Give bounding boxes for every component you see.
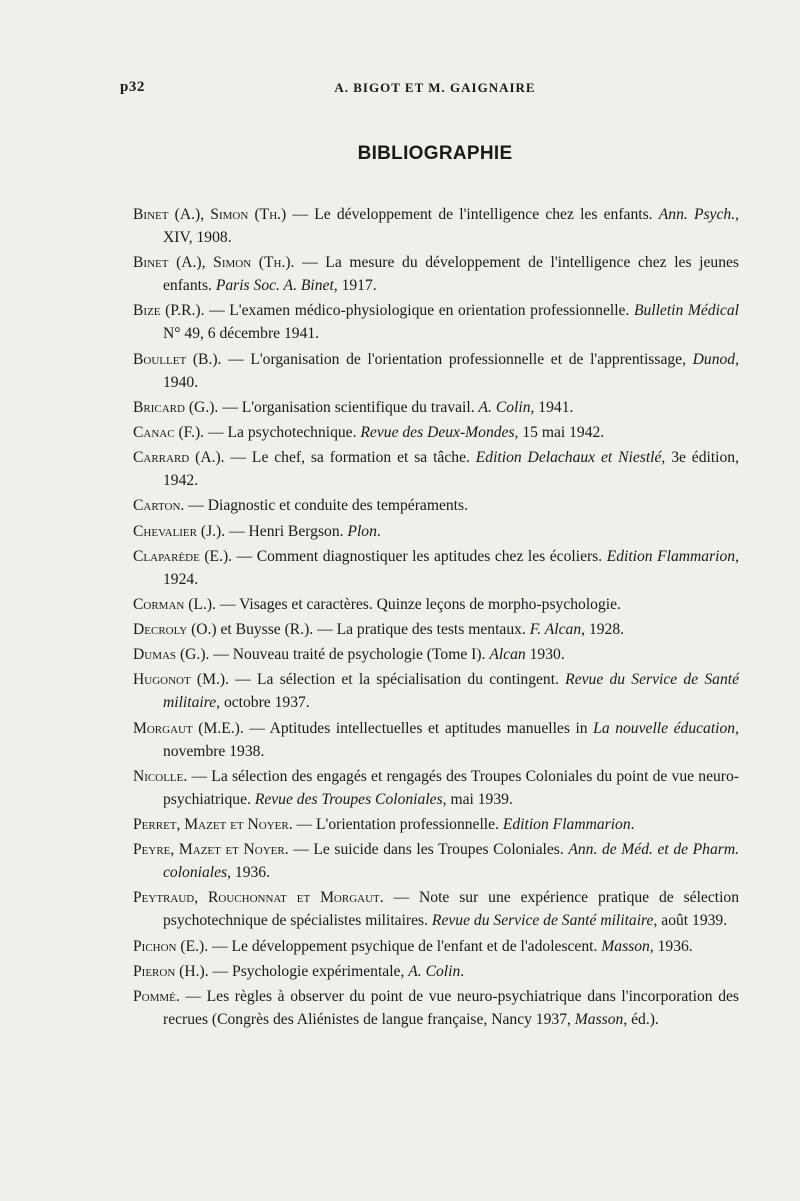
entry-details: , 1941. bbox=[530, 398, 574, 416]
bibliography-entry bbox=[133, 838, 739, 884]
entry-author: Morgaut (M.E.). bbox=[133, 719, 244, 737]
entry-details: N° 49, 6 décembre 1941. bbox=[163, 325, 320, 343]
bibliography-entry bbox=[133, 813, 739, 836]
entry-text: — Diagnostic et conduite des tempéraments. bbox=[184, 497, 468, 515]
entry-text: — Henri Bergson. bbox=[225, 522, 348, 540]
entry-author: Carton. bbox=[133, 497, 185, 515]
bibliography-entry bbox=[133, 668, 739, 714]
entry-details: , 15 mai 1942. bbox=[514, 423, 605, 441]
bibliography-entry bbox=[133, 446, 739, 492]
bibliography-entry bbox=[133, 203, 739, 249]
entry-details: , 3e édition, 1942. bbox=[163, 449, 740, 490]
entry-details: . bbox=[630, 816, 635, 833]
bibliography-entry bbox=[133, 643, 739, 666]
entry-text: — L'examen médico-physiologique en orientation professionnelle. bbox=[204, 302, 634, 320]
entry-source: Revue des Deux-Mondes bbox=[360, 423, 515, 441]
entry-source: Plon bbox=[347, 522, 377, 540]
entry-text: (G.). — Nouveau traité de psychologie (Tome I). bbox=[176, 646, 490, 664]
bibliography-entry bbox=[133, 935, 739, 958]
entry-text: — Le développement de l'intelligence chez les enfants. bbox=[286, 206, 659, 223]
entry-author: Dumas bbox=[133, 646, 177, 664]
entry-source: Masson bbox=[574, 1010, 624, 1028]
entry-author: Carrard (A.). bbox=[133, 449, 225, 467]
entry-source: Edition Flammarion bbox=[502, 816, 631, 833]
entry-details: , 1917. bbox=[333, 277, 377, 295]
bibliography-entry bbox=[133, 960, 739, 983]
entry-details: , mai 1939. bbox=[442, 790, 513, 808]
entry-author: Nicolle. bbox=[133, 767, 188, 785]
entry-details: , 1940. bbox=[163, 350, 739, 391]
entry-author: Chevalier (J.). bbox=[133, 522, 226, 540]
entry-source: F. Alcan bbox=[529, 621, 582, 639]
entry-source: Ann. Psych. bbox=[658, 206, 736, 223]
bibliography-list bbox=[133, 203, 739, 1033]
entry-source: Revue du Service de Santé militaire bbox=[431, 912, 654, 930]
running-head: A. BIGOT ET M. GAIGNAIRE bbox=[334, 80, 536, 95]
bibliography-entry bbox=[133, 396, 739, 419]
entry-details: , 1924. bbox=[163, 547, 740, 588]
entry-author: Boullet (B.). bbox=[133, 350, 222, 368]
bibliography-entry bbox=[133, 520, 739, 543]
page-title: BIBLIOGRAPHIE bbox=[357, 143, 513, 164]
entry-source: A. Colin bbox=[408, 962, 461, 980]
entry-author: Decroly bbox=[133, 621, 188, 639]
entry-details: , XIV, 1908. bbox=[163, 206, 740, 246]
entry-text: — Les règles à observer du point de vue neuro-psychiatrique dans l'incorporation des recrues (Congrès des Aliénistes de langue française, Nancy 1937, bbox=[163, 987, 739, 1028]
bibliography-entry bbox=[133, 886, 739, 932]
entry-source: Edition Delachaux et Niestlé bbox=[475, 449, 662, 467]
bibliography-entry bbox=[133, 494, 739, 517]
entry-details: . bbox=[460, 962, 465, 980]
entry-source: Paris Soc. A. Binet bbox=[215, 277, 334, 295]
entry-source: A. Colin bbox=[478, 398, 531, 416]
entry-text: — La sélection et la spécialisation du contingent. bbox=[228, 671, 566, 689]
bibliography-entry bbox=[133, 421, 739, 444]
entry-source: Alcan bbox=[489, 646, 526, 664]
bibliography-entry bbox=[133, 299, 739, 345]
entry-text: — Le développement psychique de l'enfant et de l'adolescent. bbox=[208, 937, 602, 955]
entry-text: — Note sur une expérience pratique de sélection psychotechnique de spécialistes militaires. bbox=[163, 889, 740, 930]
entry-text: — L'organisation de l'orientation professionnelle et de l'apprentissage, bbox=[221, 350, 693, 368]
entry-text: — Aptitudes intellectuelles et aptitudes manuelles in bbox=[243, 719, 594, 737]
entry-author: Perret, Mazet et Noyer. bbox=[133, 816, 293, 833]
entry-source: Revue du Service de Santé militaire bbox=[163, 671, 739, 712]
bibliography-entry bbox=[133, 717, 739, 763]
entry-text: — L'orientation professionnelle. bbox=[292, 816, 503, 833]
entry-details: , 1928. bbox=[581, 621, 625, 639]
entry-text: — Comment diagnostiquer les aptitudes chez les écoliers. bbox=[232, 547, 607, 565]
entry-source: Dunod bbox=[692, 350, 736, 368]
entry-source: Edition Flammarion bbox=[606, 547, 736, 565]
entry-author: Binet (A.), Simon (Th.) bbox=[133, 206, 287, 223]
entry-author: Pichon (E.). bbox=[133, 937, 209, 955]
entry-source: Revue des Troupes Coloniales bbox=[254, 790, 443, 808]
entry-text: (O.) et Buysse (R.). — La pratique des tests mentaux. bbox=[187, 621, 530, 639]
entry-source: Ann. de Méd. et de Pharm. coloniales bbox=[163, 841, 740, 882]
bibliography-entry bbox=[133, 765, 739, 811]
entry-details: 1930. bbox=[525, 646, 565, 664]
bibliography-entry bbox=[133, 618, 739, 641]
entry-source: La nouvelle éducation bbox=[593, 719, 736, 737]
bibliography-entry bbox=[133, 348, 739, 394]
entry-source: Masson bbox=[601, 937, 650, 955]
entry-details: , 1936. bbox=[227, 864, 270, 882]
entry-details: , août 1939. bbox=[653, 912, 728, 930]
entry-author: Bricard (G.). bbox=[133, 398, 219, 416]
bibliography-entry bbox=[133, 593, 739, 616]
entry-details: . bbox=[376, 522, 381, 540]
entry-details: , octobre 1937. bbox=[216, 694, 310, 712]
entry-author: Claparède (E.). bbox=[133, 547, 233, 565]
bibliography-entry bbox=[133, 251, 739, 297]
entry-source: Bulletin Médical bbox=[633, 302, 739, 320]
entry-author: Binet (A.), Simon (Th.). bbox=[133, 254, 295, 272]
entry-text: — La sélection des engagés et rengagés des Troupes Coloniales du point de vue neuro-psychiatrique. bbox=[163, 767, 739, 808]
entry-text: — L'organisation scientifique du travail. bbox=[218, 398, 479, 416]
entry-author: Peyre, Mazet et Noyer. bbox=[133, 841, 289, 859]
entry-text: — La mesure du développement de l'intelligence chez les jeunes enfants. bbox=[163, 254, 739, 295]
entry-details: , 1936. bbox=[649, 937, 693, 955]
bibliography-entry bbox=[133, 985, 739, 1031]
entry-author: Pieron (H.). bbox=[133, 962, 209, 980]
entry-author: Pommé. bbox=[133, 987, 180, 1005]
entry-text: — Le chef, sa formation et sa tâche. bbox=[224, 449, 476, 467]
entry-text: — La psychotechnique. bbox=[204, 423, 361, 441]
entry-details: , éd.). bbox=[623, 1010, 659, 1028]
entry-author: Corman (L.). bbox=[133, 595, 216, 613]
entry-author: Hugonot (M.). bbox=[133, 671, 229, 689]
bibliography-entry bbox=[133, 545, 739, 591]
entry-author: Bize (P.R.). bbox=[133, 302, 205, 320]
entry-text: — Visages et caractères. Quinze leçons de morpho-psychologie. bbox=[215, 595, 621, 613]
entry-text: — Psychologie expérimentale, bbox=[208, 962, 409, 980]
entry-details: , novembre 1938. bbox=[163, 719, 739, 760]
entry-author: Canac (F.). bbox=[133, 423, 205, 441]
entry-author: Peytraud, Rouchonnat et Morgaut. bbox=[133, 889, 384, 907]
page-number: p32 bbox=[120, 79, 145, 95]
entry-text: — Le suicide dans les Troupes Coloniales. bbox=[288, 841, 569, 859]
